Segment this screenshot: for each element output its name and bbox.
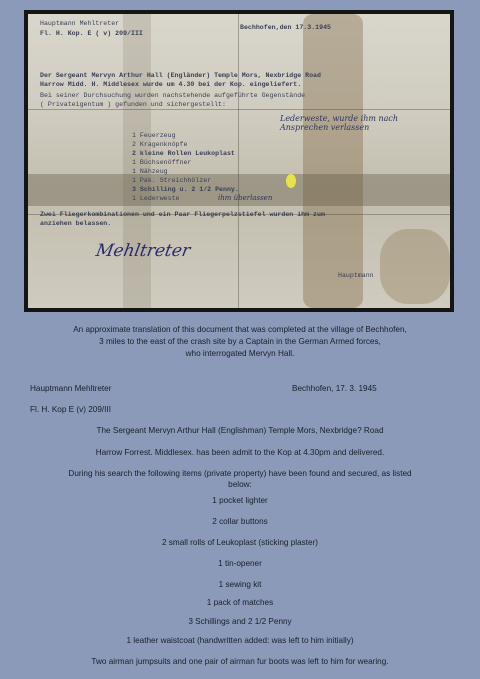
doc-line: ( Privateigentum ) gefunden und sichergestellt: <box>40 101 226 108</box>
doc-item: 1 Lederweste <box>132 195 180 202</box>
handwritten-item-note: ihm überlassen <box>218 194 273 202</box>
paint-mark <box>286 174 296 188</box>
aged-paper <box>28 14 450 308</box>
intro-line: 3 miles to the east of the crash site by a Captain in the German Armed forces, <box>99 337 381 346</box>
translation-item: 1 tin-opener <box>218 559 262 568</box>
translation-item: 1 pack of matches <box>206 598 274 607</box>
fold-line <box>28 109 450 110</box>
translation-item: 3 Schillings and 2 1/2 Penny <box>188 617 292 626</box>
doc-line: Der Sergeant Mervyn Arthur Hall (Engländer) Temple Mors, Nexbridge Road <box>40 72 321 79</box>
doc-line: Bei seiner Durchsuchung wurden nachstehende aufgeführte Gegenstände <box>40 92 306 99</box>
translation-paragraph: Harrow Forrest. Middlesex. has been admit to the Kop at 4.30pm and delivered. <box>95 448 385 457</box>
translation-paragraph: During his search the following items (private property) have been found and secured, as listed <box>68 469 412 478</box>
doc-item: 2 Kragenknöpfe <box>132 141 188 148</box>
doc-header-date: Bechhofen,den 17.3.1945 <box>240 24 332 31</box>
doc-line: Harrow Midd. H. Middlesex wurde um 4.30 bei der Kop. eingeliefert. <box>40 81 302 88</box>
doc-header-unit: Fl. H. Kop. E ( v) 209/III <box>40 30 143 37</box>
translation-item: 2 collar buttons <box>212 517 268 526</box>
fold-line <box>238 14 239 308</box>
translation-item: 2 small rolls of Leukoplast (sticking plaster) <box>161 538 319 547</box>
intro-line: who interrogated Mervyn Hall. <box>185 349 295 358</box>
handwritten-note: Lederweste, wurde ihm nach Ansprechen verlassen <box>280 114 399 133</box>
doc-footer-line: Zwei Fliegerkombinationen und ein Paar Fliegerpelzstiefel wurden ihm zum <box>40 211 325 218</box>
doc-item: 1 Büchsenöffner <box>132 159 192 166</box>
doc-item: 3 Schilling u. 2 1/2 Penny. <box>132 186 239 193</box>
translation-item: 1 pocket lighter <box>212 496 268 505</box>
signature: Mehltreter <box>94 241 192 261</box>
translation-closing: Two airman jumpsuits and one pair of airman fur boots was left to him for wearing. <box>91 657 389 666</box>
translation-item: 1 sewing kit <box>218 580 262 589</box>
doc-item: 1 Pak. Streichhölzer <box>132 177 212 184</box>
paper-stain <box>303 14 363 308</box>
doc-item: 2 kleine Rollen Leukoplast <box>132 150 235 157</box>
stamp-label: Hauptmann <box>338 272 374 279</box>
translation-paragraph: below: <box>228 480 252 489</box>
translation-officer: Hauptmann Mehltreter <box>30 384 112 393</box>
doc-item: 1 Nähzeug <box>132 168 168 175</box>
doc-footer-line: anziehen belassen. <box>40 220 112 227</box>
doc-header-officer: Hauptmann Mehltreter <box>40 20 120 27</box>
translation-unit: Fl. H. Kop E (v) 209/III <box>30 405 111 414</box>
intro-line: An approximate translation of this document that was completed at the village of Bechhofen, <box>73 325 407 334</box>
document-photo <box>24 10 454 312</box>
translation-place-date: Bechhofen, 17. 3. 1945 <box>292 384 377 393</box>
translation-item: 1 leather waistcoat (handwritten added: was left to him initially) <box>126 636 354 645</box>
paper-stain <box>380 229 450 304</box>
doc-item: 1 Feuerzeug <box>132 132 176 139</box>
translation-paragraph: The Sergeant Mervyn Arthur Hall (Englishman) Temple Mors, Nexbridge? Road <box>96 426 384 435</box>
